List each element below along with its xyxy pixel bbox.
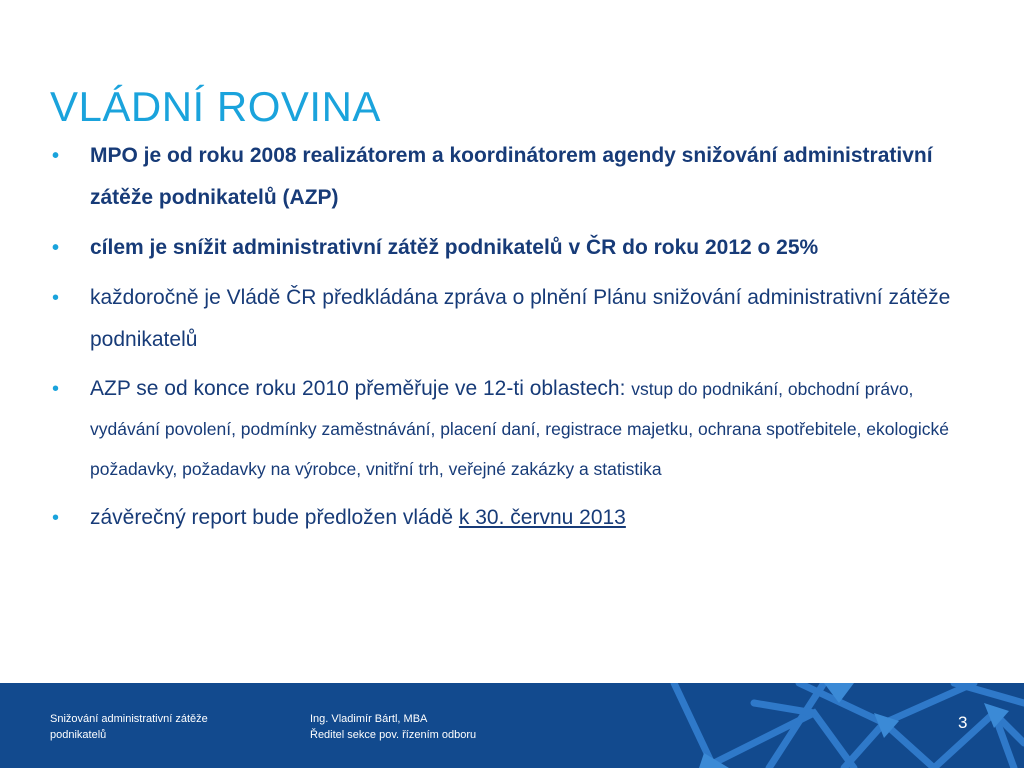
bullet-list <box>52 135 982 547</box>
list-item <box>52 369 982 489</box>
list-item <box>52 497 982 539</box>
page-number: 3 <box>958 713 968 732</box>
list-item <box>52 227 982 269</box>
footer-title-line: Snižování administrativní zátěže <box>50 713 208 725</box>
footer-bar <box>0 683 1024 768</box>
bullet-dot-icon: • <box>52 237 60 259</box>
bullet-dot-icon: • <box>52 378 60 400</box>
footer-presentation-title <box>50 711 250 743</box>
bullet-detail: vstup do podnikání, obchodní právo, vydávání povolení, podmínky zaměstnávání, placení daní, registrace majetku, ochrana spotřebitele, ekologické požadavky, požadavky na výrobce, vnitřní trh, veřejné zakázky a statistika <box>90 379 949 479</box>
bullet-dot-icon: • <box>52 145 60 167</box>
bullet-text: MPO je od roku 2008 realizátorem a koordinátorem agendy snižování administrativní zátěže podnikatelů (AZP) <box>90 144 933 209</box>
bullet-dot-icon: • <box>52 507 60 529</box>
author-title: Ředitel sekce pov. řízením odboru <box>310 729 477 741</box>
slide-title: VLÁDNÍ ROVINA <box>50 83 381 131</box>
list-item <box>52 277 982 361</box>
network-pattern-icon <box>554 683 1024 768</box>
bullet-dot-icon: • <box>52 287 60 309</box>
footer-title-line: podnikatelů <box>50 729 107 741</box>
deadline-link[interactable]: k 30. červnu 2013 <box>458 506 626 529</box>
bullet-text: každoročně je Vládě ČR předkládána zpráva o plnění Plánu snižování administrativní zátěže podnikatelů <box>90 286 951 351</box>
footer-author <box>310 711 570 743</box>
bullet-text: závěrečný report bude předložen vládě <box>90 506 459 529</box>
bullet-text: AZP se od konce roku 2010 přeměřuje ve 12-ti oblastech: <box>90 377 632 400</box>
bullet-text: cílem je snížit administrativní zátěž podnikatelů v ČR do roku 2012 o 25% <box>90 236 819 259</box>
list-item <box>52 135 982 219</box>
author-name: Ing. Vladimír Bártl, MBA <box>310 713 428 725</box>
